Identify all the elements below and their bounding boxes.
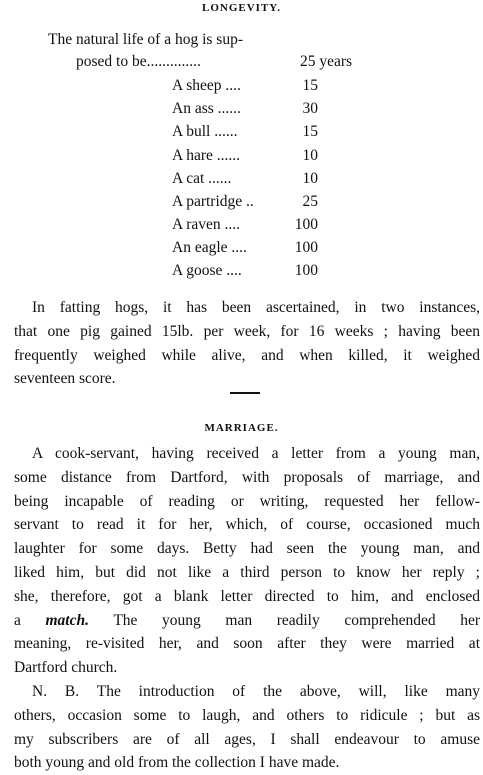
paragraph-line: liked him, but did not like a third person to know her reply ; (14, 563, 480, 581)
paragraph-line: A cook-servant, having received a letter from a young man, (32, 445, 480, 462)
paragraph-line: seventeen score. (14, 370, 116, 388)
paragraph-line: meaning, re-visited her, and soon after they were married at (14, 635, 480, 653)
line-start: a (14, 611, 21, 629)
paragraph-line: that one pig gained 15lb. per week, for 16 weeks ; having been (14, 322, 480, 340)
paragraph-line: servant to read it for her, which, of course, occasioned much (14, 516, 480, 534)
paragraph-line: she, therefore, got a blank letter directed to him, and enclosed (14, 587, 480, 605)
table-row-name: An ass ...... (172, 100, 241, 117)
hog-lifespan-value: 25 years (300, 53, 353, 70)
table-row-value: 25 (302, 193, 318, 210)
table-row-value: 15 (302, 123, 318, 140)
paragraph-line: Dartford church. (14, 659, 118, 677)
table-row-name: A hare ...... (172, 147, 241, 164)
section-divider (230, 392, 260, 394)
table-row-name: A bull ...... (172, 123, 238, 140)
table-row-value: 10 (302, 147, 318, 164)
hog-intro-line2 (76, 52, 201, 72)
hog-intro-text: posed to be (76, 53, 147, 70)
table-row-name: A partridge .. (172, 193, 254, 210)
table-row-value: 10 (302, 170, 318, 187)
paragraph-line (14, 609, 480, 633)
italic-word: match. (45, 611, 89, 629)
hog-intro-dots: .............. (146, 53, 201, 70)
paragraph-line: my subscribers are of all ages, I shall endeavour to amuse (14, 730, 480, 748)
paragraph-line: both young and old from the collection I have made. (14, 754, 340, 772)
table-row-name: A goose .... (172, 262, 242, 279)
line-rest: The young man readily comprehended her (113, 611, 480, 629)
table-row-name: A sheep .... (172, 77, 241, 94)
marriage-paragraph (14, 442, 480, 775)
table-row-name: An eagle .... (172, 239, 247, 256)
table-row-value: 30 (302, 100, 318, 117)
marriage-heading: MARRIAGE. (204, 422, 279, 434)
longevity-heading: LONGEVITY. (202, 2, 281, 14)
paragraph-line: others, occasion some to laugh, and others to ridicule ; but as (14, 706, 480, 724)
paragraph-line: In fatting hogs, it has been ascertained, in two instances, (32, 299, 480, 316)
fatting-paragraph (14, 296, 480, 391)
table-row-value: 100 (294, 216, 318, 233)
paragraph-line: some distance from Dartford, with proposals of marriage, and (14, 468, 480, 486)
paragraph-line: N. B. The introduction of the above, will, like many (32, 682, 480, 700)
paragraph-line: frequently weighed while alive, and when killed, it weighed (14, 346, 480, 364)
paragraph-line: laughter for some days. Betty had seen the young man, and (14, 540, 480, 558)
table-row-value: 100 (294, 239, 318, 256)
table-row-value: 100 (294, 262, 318, 279)
table-row-value: 15 (302, 77, 318, 94)
paragraph-line: being incapable of reading or writing, requested her fellow- (14, 492, 480, 510)
table-row-name: A cat ...... (172, 170, 232, 187)
table-row-name: A raven .... (172, 216, 241, 233)
hog-intro-line1: The natural life of a hog is sup- (48, 31, 243, 48)
